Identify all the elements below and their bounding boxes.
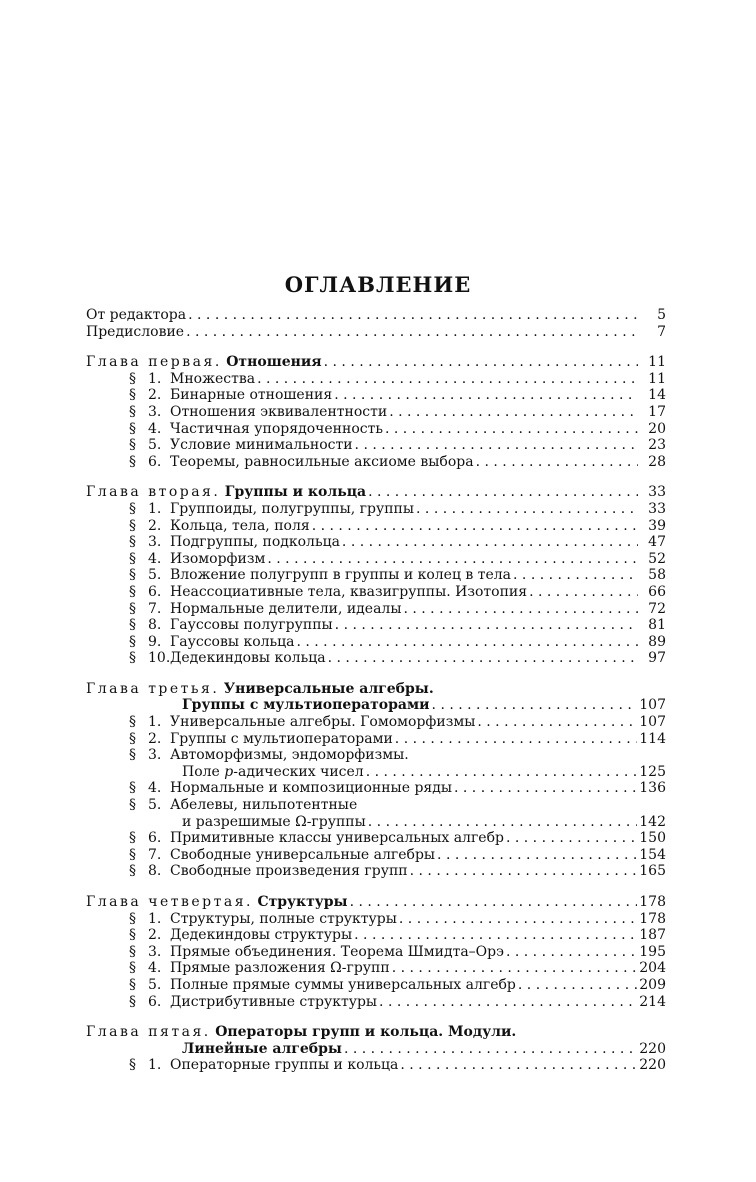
section-page: 136 xyxy=(639,780,666,797)
section-page: 125 xyxy=(639,763,666,780)
toc-section[interactable] xyxy=(86,863,666,880)
section-page: 66 xyxy=(648,583,666,600)
section-page: 72 xyxy=(648,600,666,617)
section-mark: § xyxy=(129,976,136,993)
section-page: 178 xyxy=(639,910,666,927)
section-page: 58 xyxy=(648,567,666,584)
toc-section[interactable] xyxy=(86,650,666,667)
toc-section[interactable] xyxy=(86,371,666,388)
section-page: 187 xyxy=(639,927,666,944)
section-title: Гауссовы кольца xyxy=(170,633,295,650)
section-number: 6. xyxy=(148,583,162,600)
section-mark: § xyxy=(129,370,136,387)
chapter-title-line1: Универсальные алгебры. xyxy=(223,680,434,697)
dot-leader xyxy=(392,960,638,977)
section-title: Дистрибутивные структуры xyxy=(170,993,378,1010)
entry-page: 178 xyxy=(639,894,666,910)
section-mark: § xyxy=(129,534,136,551)
section-mark: § xyxy=(129,453,136,470)
entry-page: 33 xyxy=(648,484,666,501)
section-mark: § xyxy=(129,387,136,404)
chapter-title-line1: Операторы групп и кольца. Модули. xyxy=(215,1024,517,1041)
section-title: Вложение полугрупп в группы и колец в тела xyxy=(170,567,512,584)
entry-page: 7 xyxy=(657,323,666,340)
section-page: 11 xyxy=(648,370,666,387)
dot-leader xyxy=(379,994,637,1011)
dot-leader xyxy=(188,307,638,324)
section-title: Гауссовы полугруппы xyxy=(170,617,333,634)
section-number: 1. xyxy=(148,500,162,517)
section-mark: § xyxy=(129,420,136,437)
section-mark: § xyxy=(129,617,136,634)
section-number: 10. xyxy=(148,650,171,667)
section-title: Дедекиндовы кольца xyxy=(170,650,326,667)
section-mark: § xyxy=(129,650,136,667)
section-page: 52 xyxy=(648,550,666,567)
section-page: 107 xyxy=(639,714,666,731)
section-title: Группы с мультиоператорами xyxy=(170,730,393,747)
dot-leader xyxy=(476,454,638,471)
section-page: 39 xyxy=(648,517,666,534)
chapter-title-line2: Группы с мультиоператорами xyxy=(182,697,430,714)
section-page: 204 xyxy=(639,960,666,977)
dot-leader xyxy=(355,437,638,454)
section-page: 214 xyxy=(639,993,666,1010)
section-mark: § xyxy=(129,797,136,814)
section-page: 97 xyxy=(648,650,666,667)
chapter-title: Структуры xyxy=(257,894,348,910)
section-page: 47 xyxy=(648,534,666,551)
toc-section[interactable] xyxy=(86,714,666,731)
toc-section[interactable] xyxy=(86,584,666,601)
toc-section[interactable] xyxy=(86,960,666,977)
section-mark: § xyxy=(129,846,136,863)
section-number: 4. xyxy=(148,780,162,797)
dot-leader xyxy=(403,601,638,618)
section-number: 1. xyxy=(148,1057,162,1074)
section-mark: § xyxy=(129,1057,136,1074)
section-title: Полные прямые суммы универсальных алгебр xyxy=(170,976,516,993)
section-mark: § xyxy=(129,993,136,1010)
toc-section[interactable] xyxy=(86,518,666,535)
section-number: 5. xyxy=(148,437,162,454)
toc-section[interactable] xyxy=(86,977,666,994)
section-mark: § xyxy=(129,910,136,927)
section-title: Примитивные классы универсальных алгебр xyxy=(170,830,504,847)
section-mark: § xyxy=(129,927,136,944)
dot-leader xyxy=(344,1041,637,1058)
section-title: Подгруппы, подкольца xyxy=(170,534,340,551)
section-mark: § xyxy=(129,583,136,600)
section-page: 142 xyxy=(639,813,666,830)
dot-leader xyxy=(416,501,638,518)
section-title: Операторные группы и кольца xyxy=(170,1057,399,1074)
toc-section[interactable] xyxy=(86,534,666,551)
section-page: 114 xyxy=(639,730,666,747)
chapter-label: Глава третья. xyxy=(86,680,220,697)
section-number: 5. xyxy=(148,976,162,993)
toc-section[interactable] xyxy=(86,634,666,651)
dot-leader xyxy=(506,830,637,847)
section-title: Прямые объединения. Теорема Шмидта–Орэ xyxy=(170,943,504,960)
dot-leader xyxy=(342,534,638,551)
chapter-1-heading[interactable] xyxy=(86,354,666,371)
dot-leader xyxy=(399,911,637,928)
dot-leader xyxy=(506,944,637,961)
section-number: 5. xyxy=(148,567,162,584)
section-number: 8. xyxy=(148,617,162,634)
chapter-title: Отношения xyxy=(226,354,322,371)
section-title: Свободные произведения групп xyxy=(170,863,408,880)
section-title: Множества xyxy=(170,370,256,387)
section-title: Прямые разложения Ω-групп xyxy=(170,960,390,977)
section-mark: § xyxy=(129,633,136,650)
section-page: 150 xyxy=(639,830,666,847)
section-mark: § xyxy=(129,730,136,747)
toc-section[interactable] xyxy=(86,551,666,568)
section-number: 1. xyxy=(148,714,162,731)
section-mark: § xyxy=(129,437,136,454)
toc-section-cont[interactable] xyxy=(86,814,666,831)
section-number: 2. xyxy=(148,387,162,404)
toc-section[interactable] xyxy=(86,454,666,471)
section-title: Свободные универсальные алгебры xyxy=(170,846,436,863)
dot-leader xyxy=(334,387,638,404)
section-mark: § xyxy=(129,403,136,420)
chapter-label: Глава пятая. xyxy=(86,1024,211,1041)
section-title: Бинарные отношения xyxy=(170,387,333,404)
section-title-line2: и разрешимые Ω-группы xyxy=(182,813,366,830)
dot-leader xyxy=(312,518,638,535)
section-mark: § xyxy=(129,780,136,797)
toc-section[interactable] xyxy=(86,731,666,748)
toc-section[interactable] xyxy=(86,830,666,847)
toc-section[interactable] xyxy=(86,567,666,584)
entry-page: 107 xyxy=(639,697,666,714)
toc-section[interactable] xyxy=(86,501,666,518)
section-number: 2. xyxy=(148,730,162,747)
chapter-3-heading-cont[interactable] xyxy=(86,697,666,714)
section-title: Условие минимальности xyxy=(170,437,353,454)
section-number: 9. xyxy=(148,633,162,650)
section-page: 14 xyxy=(648,387,666,404)
toc-section[interactable] xyxy=(86,601,666,618)
section-title: Универсальные алгебры. Гомоморфизмы xyxy=(170,714,476,731)
section-number: 3. xyxy=(148,747,162,764)
dot-leader xyxy=(328,650,638,667)
chapter-title: Группы и кольца xyxy=(224,484,367,501)
entry-page: 11 xyxy=(648,354,666,371)
section-mark: § xyxy=(129,550,136,567)
toc-section-cont[interactable] xyxy=(86,764,666,781)
section-mark: § xyxy=(129,600,136,617)
chapter-5-heading[interactable] xyxy=(86,1024,666,1041)
entry-title: Предисловие xyxy=(86,323,185,340)
section-mark: § xyxy=(129,714,136,731)
chapter-title-line2: Линейные алгебры xyxy=(182,1040,342,1057)
section-title: Изоморфизм xyxy=(170,550,266,567)
entry-page: 5 xyxy=(657,307,666,323)
section-number: 4. xyxy=(148,420,162,437)
toc-section[interactable] xyxy=(86,404,666,421)
section-title-line1: Абелевы, нильпотентные xyxy=(170,797,358,814)
section-mark: § xyxy=(129,863,136,880)
section-title: Дедекиндовы структуры xyxy=(170,927,353,944)
section-mark: § xyxy=(129,830,136,847)
toc-section[interactable] xyxy=(86,927,666,944)
section-page: 209 xyxy=(639,976,666,993)
section-number: 3. xyxy=(148,534,162,551)
dot-leader xyxy=(350,894,638,911)
toc-entry-preface[interactable] xyxy=(86,324,666,341)
section-page: 81 xyxy=(648,617,666,634)
section-number: 7. xyxy=(148,846,162,863)
toc-section[interactable] xyxy=(86,847,666,864)
chapter-3-heading[interactable] xyxy=(86,681,666,698)
chapter-5-heading-cont[interactable] xyxy=(86,1041,666,1058)
dot-leader xyxy=(354,927,637,944)
dot-leader xyxy=(324,354,638,371)
section-page: 33 xyxy=(648,500,666,517)
section-mark: § xyxy=(129,943,136,960)
dot-leader xyxy=(513,567,638,584)
dot-leader xyxy=(296,634,638,651)
section-number: 4. xyxy=(148,550,162,567)
section-title: Теоремы, равносильные аксиоме выбора xyxy=(170,453,474,470)
section-number: 3. xyxy=(148,943,162,960)
toc-entry-editor[interactable] xyxy=(86,307,666,324)
dot-leader xyxy=(437,847,637,864)
dot-leader xyxy=(186,324,638,341)
toc-section[interactable] xyxy=(86,944,666,961)
section-number: 6. xyxy=(148,830,162,847)
section-page: 154 xyxy=(639,846,666,863)
section-number: 4. xyxy=(148,960,162,977)
toc-section[interactable] xyxy=(86,797,666,814)
section-title: Структуры, полные структуры xyxy=(170,910,397,927)
section-page: 20 xyxy=(648,420,666,437)
toc-section[interactable] xyxy=(86,387,666,404)
chapter-label: Глава вторая. xyxy=(86,484,221,501)
section-title: Частичная упорядоченность xyxy=(170,420,383,437)
section-mark: § xyxy=(129,500,136,517)
section-page: 28 xyxy=(648,453,666,470)
section-page: 165 xyxy=(639,863,666,880)
dot-leader xyxy=(477,714,637,731)
section-title: Нормальные и композиционные ряды xyxy=(170,780,452,797)
section-title: Группоиды, полугруппы, группы xyxy=(170,500,415,517)
dot-leader xyxy=(518,977,637,994)
toc-section[interactable] xyxy=(86,911,666,928)
section-page: 220 xyxy=(639,1057,666,1074)
dot-leader xyxy=(529,584,638,601)
dot-leader xyxy=(368,814,638,831)
dot-leader xyxy=(395,731,637,748)
page-title: ОГЛАВЛЕНИЕ xyxy=(284,272,472,297)
dot-leader xyxy=(432,697,638,714)
section-title-line1: Автоморфизмы, эндоморфизмы. xyxy=(170,747,409,764)
section-number: 3. xyxy=(148,403,162,420)
section-title: Кольца, тела, поля xyxy=(170,517,310,534)
section-number: 6. xyxy=(148,993,162,1010)
toc-section[interactable] xyxy=(86,994,666,1011)
dot-leader xyxy=(410,863,638,880)
section-number: 2. xyxy=(148,517,162,534)
dot-leader xyxy=(368,484,638,501)
table-of-contents xyxy=(86,307,666,1074)
toc-section[interactable] xyxy=(86,780,666,797)
section-number: 7. xyxy=(148,600,162,617)
section-page: 195 xyxy=(639,943,666,960)
section-number: 6. xyxy=(148,453,162,470)
section-mark: § xyxy=(129,747,136,764)
entry-title: От редактора xyxy=(86,307,187,323)
section-number: 2. xyxy=(148,927,162,944)
chapter-4-heading[interactable] xyxy=(86,894,666,911)
toc-section[interactable] xyxy=(86,747,666,764)
section-number: 8. xyxy=(148,863,162,880)
dot-leader xyxy=(400,1057,637,1074)
chapter-label: Глава первая. xyxy=(86,354,222,371)
section-number: 1. xyxy=(148,370,162,387)
dot-leader xyxy=(267,551,638,568)
toc-section[interactable] xyxy=(86,1057,666,1074)
section-mark: § xyxy=(129,517,136,534)
section-mark: § xyxy=(129,567,136,584)
dot-leader xyxy=(366,764,638,781)
section-number: 5. xyxy=(148,797,162,814)
toc-section[interactable] xyxy=(86,421,666,438)
dot-leader xyxy=(257,371,638,388)
dot-leader xyxy=(385,421,638,438)
toc-section[interactable] xyxy=(86,617,666,634)
section-page: 17 xyxy=(648,403,666,420)
section-page: 23 xyxy=(648,437,666,454)
dot-leader xyxy=(335,617,638,634)
dot-leader xyxy=(454,780,637,797)
chapter-label: Глава четвертая. xyxy=(86,894,253,910)
section-mark: § xyxy=(129,960,136,977)
dot-leader xyxy=(389,404,638,421)
section-title: Отношения эквивалентности xyxy=(170,403,388,420)
entry-page: 220 xyxy=(639,1040,666,1057)
section-page: 89 xyxy=(648,633,666,650)
toc-section[interactable] xyxy=(86,437,666,454)
section-title: Неассоциативные тела, квазигруппы. Изотопия xyxy=(170,583,528,600)
section-title: Нормальные делители, идеалы xyxy=(170,600,402,617)
section-number: 1. xyxy=(148,910,162,927)
section-title-line2: Поле p-адических чисел xyxy=(182,763,364,780)
chapter-2-heading[interactable] xyxy=(86,484,666,501)
